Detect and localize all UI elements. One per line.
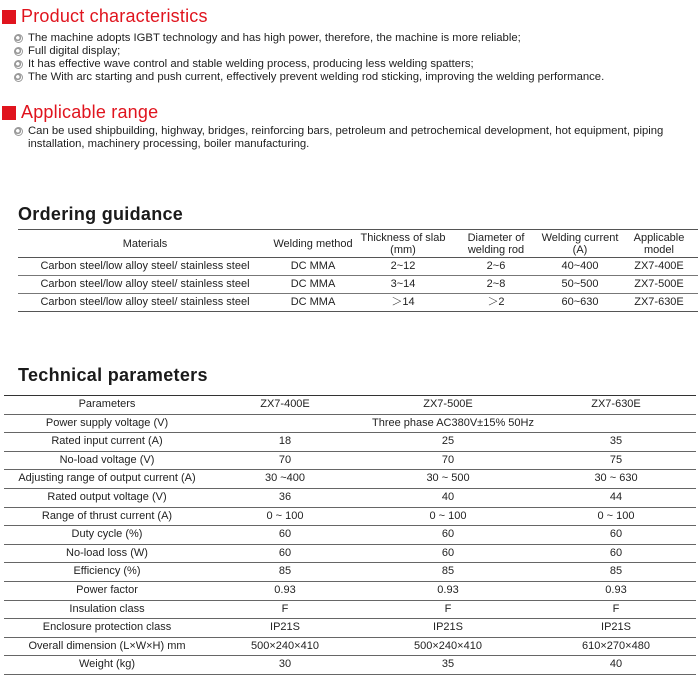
list-item: Full digital display; bbox=[14, 45, 696, 58]
table-cell: Carbon steel/low alloy steel/ stainless steel bbox=[40, 278, 250, 290]
ordering-guidance-title: Ordering guidance bbox=[18, 204, 184, 224]
table-row bbox=[4, 508, 696, 527]
table-cell: 44 bbox=[609, 490, 623, 503]
table-cell: 500×240×410 bbox=[251, 639, 319, 652]
table-cell: 60 bbox=[609, 528, 623, 541]
table-cell: ＞2 bbox=[487, 296, 505, 308]
applicable-range-heading bbox=[2, 102, 158, 123]
table-cell: 60 bbox=[441, 546, 455, 559]
header-cell: ZX7-630E bbox=[591, 398, 641, 410]
table-cell: 85 bbox=[441, 565, 455, 578]
table-cell: Efficiency (%) bbox=[73, 565, 141, 578]
technical-table bbox=[4, 395, 696, 675]
table-cell: Three phase AC380V±15% 50Hz bbox=[372, 416, 534, 429]
table-header-row bbox=[4, 396, 696, 415]
header-cell: Welding method bbox=[273, 237, 353, 250]
table-cell: 2~8 bbox=[486, 278, 506, 290]
table-row bbox=[4, 433, 696, 452]
table-cell: 0.93 bbox=[274, 583, 296, 596]
table-cell: Carbon steel/low alloy steel/ stainless steel bbox=[40, 260, 250, 272]
header-cell: ZX7-400E bbox=[260, 398, 310, 410]
table-cell: DC MMA bbox=[290, 278, 336, 290]
table-cell: 60 bbox=[441, 528, 455, 541]
table-cell: ZX7-500E bbox=[634, 278, 684, 290]
table-cell: Power factor bbox=[76, 583, 138, 596]
table-cell: No-load voltage (V) bbox=[59, 453, 155, 466]
table-cell: ＞14 bbox=[391, 296, 415, 308]
table-cell: 2~12 bbox=[390, 260, 416, 272]
table-cell: 0 ~ 100 bbox=[429, 509, 467, 522]
table-cell: 85 bbox=[609, 565, 623, 578]
table-row bbox=[18, 258, 698, 276]
table-cell: Carbon steel/low alloy steel/ stainless steel bbox=[40, 296, 250, 308]
header-cell: Materials bbox=[122, 237, 168, 250]
table-cell: IP21S bbox=[601, 621, 631, 634]
table-cell: 35 bbox=[441, 658, 455, 671]
bullet-icon bbox=[14, 34, 23, 43]
ordering-table bbox=[18, 229, 698, 312]
table-cell: 36 bbox=[278, 490, 292, 503]
table-cell: 30 ~ 500 bbox=[426, 472, 470, 485]
table-cell: ZX7-400E bbox=[634, 260, 684, 272]
table-cell: Rated input current (A) bbox=[51, 435, 163, 448]
table-cell: 0 ~ 100 bbox=[597, 509, 635, 522]
table-cell: No-load loss (W) bbox=[66, 546, 148, 559]
table-cell: 3~14 bbox=[390, 278, 416, 290]
table-cell: Enclosure protection class bbox=[42, 621, 172, 634]
table-cell: 25 bbox=[441, 435, 455, 448]
bullet-icon bbox=[14, 47, 23, 56]
table-cell: 60 bbox=[278, 546, 292, 559]
table-cell: 30 bbox=[278, 658, 292, 671]
bullet-icon bbox=[14, 60, 23, 69]
table-cell: 60~630 bbox=[561, 296, 599, 308]
header-cell: Diameter of welding rod bbox=[467, 231, 525, 256]
product-characteristics-heading bbox=[2, 6, 208, 27]
header-cell: ZX7-500E bbox=[423, 398, 473, 410]
header-cell: Applicable model bbox=[633, 231, 685, 256]
table-row bbox=[4, 545, 696, 564]
table-row bbox=[4, 638, 696, 657]
table-cell: ZX7-630E bbox=[634, 296, 684, 308]
table-cell: Adjusting range of output current (A) bbox=[18, 472, 196, 485]
list-item: It has effective wave control and stable welding process, producing less welding spatters; bbox=[14, 58, 696, 71]
table-cell: Insulation class bbox=[69, 602, 145, 615]
table-row bbox=[4, 470, 696, 489]
table-row bbox=[4, 601, 696, 620]
list-item: The With arc starting and push current, effectively prevent welding rod sticking, improving the welding performance. bbox=[14, 71, 696, 84]
bullet-icon bbox=[14, 73, 23, 82]
product-bullet-list bbox=[14, 32, 696, 84]
table-cell: 500×240×410 bbox=[414, 639, 482, 652]
table-cell: Overall dimension (L×W×H) mm bbox=[28, 639, 186, 652]
list-item: Can be used shipbuilding, highway, bridges, reinforcing bars, petroleum and petrochemical development, hot equipment, piping installation, machinery processing, boiler manufacturing. bbox=[14, 125, 696, 151]
table-cell: 30 ~ 630 bbox=[594, 472, 638, 485]
table-cell: 610×270×480 bbox=[582, 639, 650, 652]
table-cell: 70 bbox=[441, 453, 455, 466]
list-item: The machine adopts IGBT technology and has high power, therefore, the machine is more reliable; bbox=[14, 32, 696, 45]
table-row bbox=[4, 656, 696, 675]
table-row bbox=[4, 563, 696, 582]
section-title: Applicable range bbox=[21, 102, 159, 122]
table-row bbox=[4, 415, 696, 434]
table-row bbox=[4, 526, 696, 545]
table-cell: 60 bbox=[609, 546, 623, 559]
table-row bbox=[18, 294, 698, 312]
table-cell: 35 bbox=[609, 435, 623, 448]
table-row bbox=[4, 619, 696, 638]
table-cell: Duty cycle (%) bbox=[71, 528, 143, 541]
table-cell: Rated output voltage (V) bbox=[47, 490, 167, 503]
table-row bbox=[4, 582, 696, 601]
table-cell: F bbox=[444, 602, 452, 615]
red-square-icon bbox=[2, 106, 16, 120]
table-cell: 2~6 bbox=[486, 260, 506, 272]
table-cell: DC MMA bbox=[290, 296, 336, 308]
table-cell: 30 ~400 bbox=[264, 472, 306, 485]
table-cell: F bbox=[612, 602, 620, 615]
applicable-bullet-list bbox=[14, 125, 696, 151]
table-cell: 85 bbox=[278, 565, 292, 578]
table-cell: F bbox=[281, 602, 289, 615]
table-cell: IP21S bbox=[433, 621, 463, 634]
table-cell: 0.93 bbox=[605, 583, 627, 596]
header-cell: Welding current (A) bbox=[541, 231, 619, 256]
table-cell: 40 bbox=[609, 658, 623, 671]
technical-parameters-title: Technical parameters bbox=[18, 365, 208, 385]
table-header-row bbox=[18, 229, 698, 258]
table-cell: IP21S bbox=[270, 621, 300, 634]
table-cell: 70 bbox=[278, 453, 292, 466]
table-cell: Range of thrust current (A) bbox=[41, 509, 173, 522]
header-cell: Parameters bbox=[78, 398, 136, 410]
section-title: Product characteristics bbox=[21, 6, 208, 26]
table-cell: DC MMA bbox=[290, 260, 336, 272]
table-cell: Power supply voltage (V) bbox=[45, 416, 169, 429]
table-row bbox=[4, 452, 696, 471]
header-cell: Thickness of slab (mm) bbox=[360, 231, 446, 256]
table-cell: 0 ~ 100 bbox=[266, 509, 304, 522]
table-cell: Weight (kg) bbox=[78, 658, 136, 671]
table-cell: 40~400 bbox=[561, 260, 599, 272]
table-cell: 50~500 bbox=[561, 278, 599, 290]
table-cell: 60 bbox=[278, 528, 292, 541]
table-cell: 40 bbox=[441, 490, 455, 503]
table-cell: 18 bbox=[278, 435, 292, 448]
red-square-icon bbox=[2, 10, 16, 24]
table-row bbox=[18, 276, 698, 294]
table-cell: 75 bbox=[609, 453, 623, 466]
bullet-icon bbox=[14, 127, 23, 136]
table-cell: 0.93 bbox=[437, 583, 459, 596]
table-row bbox=[4, 489, 696, 508]
